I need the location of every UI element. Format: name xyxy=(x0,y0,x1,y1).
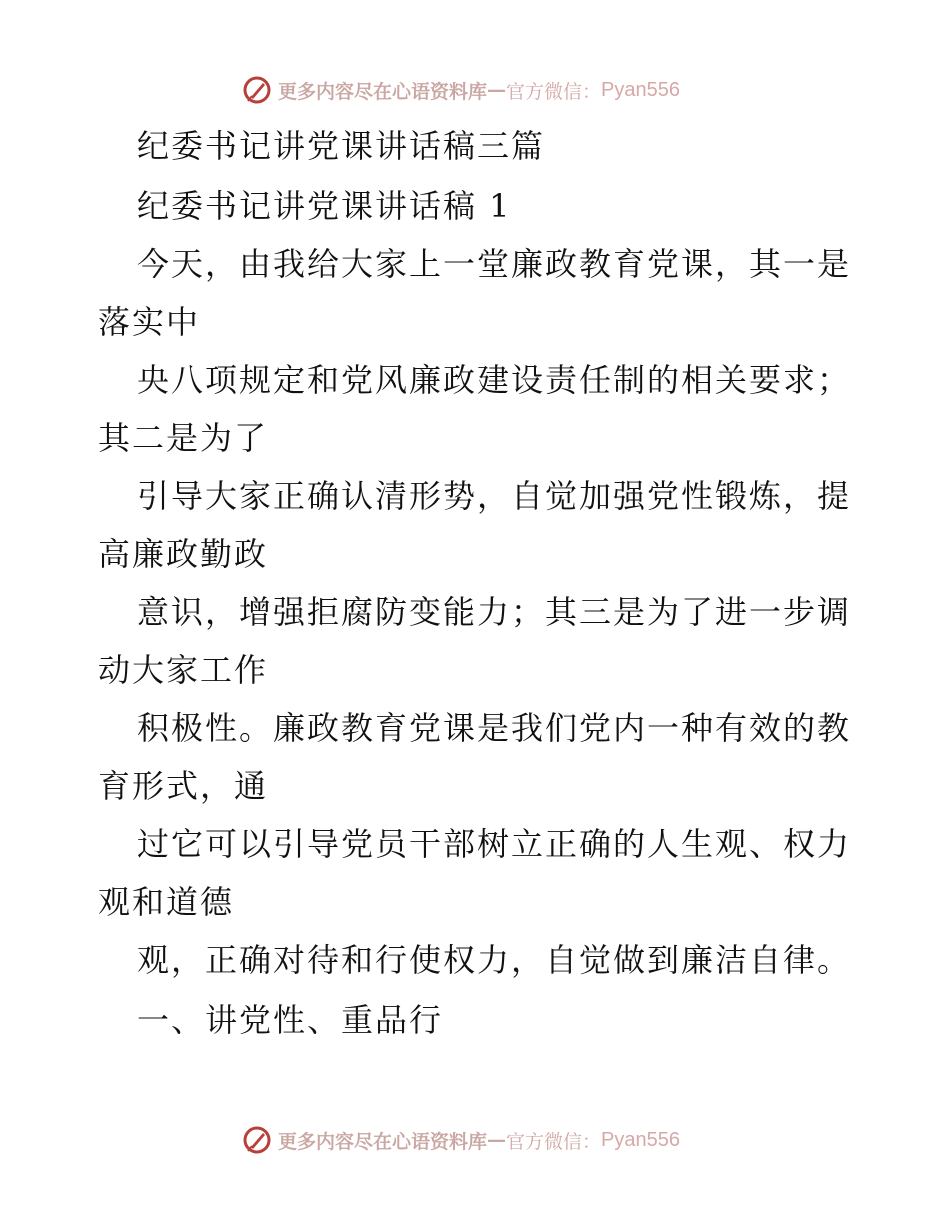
paragraph-line: 意识，增强拒腐防变能力；其三是为了进一步调 xyxy=(137,593,852,631)
quill-pen-seal-icon xyxy=(242,1125,272,1155)
watermark-dash: — xyxy=(487,1129,507,1151)
paragraph-line: 高廉政勤政 xyxy=(98,535,269,573)
paragraph-line: 观和道德 xyxy=(98,883,235,921)
paragraph-line: 观，正确对待和行使权力，自觉做到廉洁自律。 xyxy=(137,941,852,979)
paragraph-line: 育形式，通 xyxy=(98,767,269,805)
watermark-wechat-label: 官方微信： xyxy=(506,80,602,103)
document-title: 纪委书记讲党课讲话稿三篇 xyxy=(137,127,546,165)
paragraph-line: 央八项规定和党风廉政建设责任制的相关要求； xyxy=(137,361,852,399)
paragraph-line: 过它可以引导党员干部树立正确的人生观、权力 xyxy=(137,825,852,863)
watermark-wechat-id: Pyan556 xyxy=(601,78,680,101)
paragraph-line: 其二是为了 xyxy=(98,419,269,457)
paragraph-line: 今天，由我给大家上一堂廉政教育党课，其一是 xyxy=(137,245,852,283)
watermark-wechat-id: Pyan556 xyxy=(601,1128,680,1151)
paragraph-line: 积极性。廉政教育党课是我们党内一种有效的教 xyxy=(137,709,852,747)
paragraph-line: 落实中 xyxy=(98,303,201,341)
watermark-text: 更多内容尽在心语资料库 xyxy=(278,1130,488,1153)
watermark-dash: — xyxy=(487,79,507,101)
paragraph-line: 动大家工作 xyxy=(98,651,269,689)
section-heading: 一、讲党性、重品行 xyxy=(137,1001,444,1039)
watermark-text: 更多内容尽在心语资料库 xyxy=(278,80,488,103)
section-heading: 纪委书记讲党课讲话稿 1 xyxy=(137,187,512,225)
watermark-banner-bottom xyxy=(0,1120,950,1160)
watermark-wechat-label: 官方微信： xyxy=(506,1130,602,1153)
quill-pen-seal-icon xyxy=(242,75,272,105)
watermark-banner-top xyxy=(0,70,950,110)
paragraph-line: 引导大家正确认清形势，自觉加强党性锻炼，提 xyxy=(137,477,852,515)
